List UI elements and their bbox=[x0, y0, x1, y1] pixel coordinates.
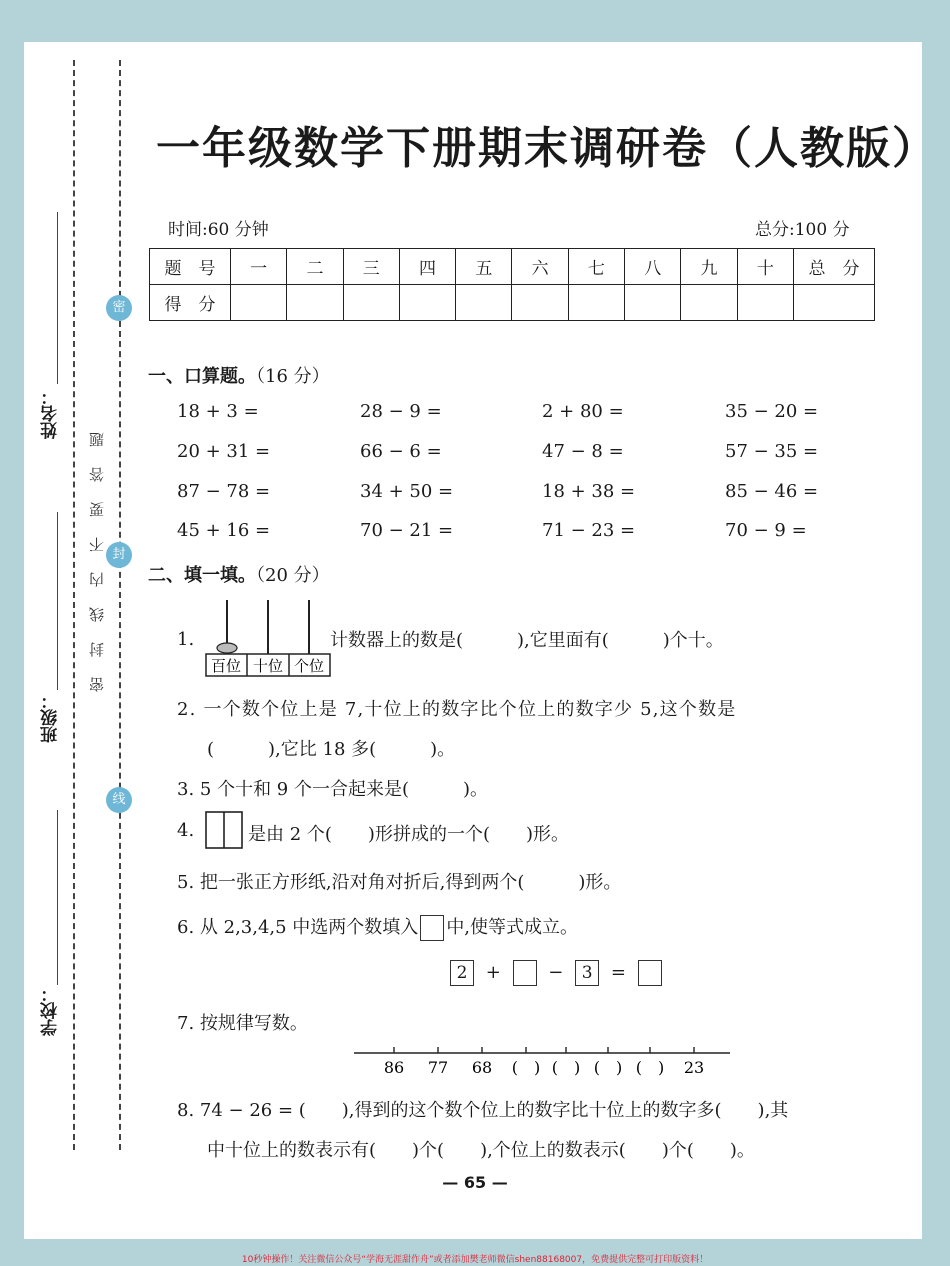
calc-item: 87 − 78 = bbox=[177, 481, 271, 502]
school-label: 学校： bbox=[41, 985, 61, 1036]
score-table-cell: 三 bbox=[343, 249, 399, 285]
score-blank-cell[interactable] bbox=[681, 285, 737, 321]
q4-number: 4. bbox=[177, 820, 195, 841]
q5-text: 5. 把一张正方形纸,沿对角对折后,得到两个( )形。 bbox=[177, 872, 622, 893]
abacus-figure bbox=[205, 596, 333, 678]
calc-item: 66 − 6 = bbox=[360, 441, 442, 462]
score-blank-cell[interactable] bbox=[568, 285, 624, 321]
score-table-cell: 八 bbox=[625, 249, 681, 285]
calc-item: 85 − 46 = bbox=[725, 481, 819, 502]
number-line-label: 68 bbox=[471, 1058, 493, 1077]
score-table-cell: 十 bbox=[737, 249, 793, 285]
score-table-cell: 四 bbox=[399, 249, 455, 285]
calc-item: 20 + 31 = bbox=[177, 441, 271, 462]
score-blank-cell[interactable] bbox=[794, 285, 875, 321]
calc-item: 28 − 9 = bbox=[360, 401, 442, 422]
score-table-cell: 一 bbox=[231, 249, 287, 285]
q6-suffix: 中,使等式成立。 bbox=[446, 917, 579, 938]
number-line-label: 77 bbox=[427, 1058, 449, 1077]
score-table-header-row bbox=[150, 249, 875, 285]
q8-line1: 8. 74 − 26 = ( ),得到的这个数个位上的数字比十位上的数字多( ),其 bbox=[177, 1100, 789, 1121]
score-table-cell: 得 分 bbox=[150, 285, 231, 321]
seal-warning-text: 密封线内不要答题 bbox=[88, 412, 106, 692]
score-table-cell: 二 bbox=[287, 249, 343, 285]
calc-item: 70 − 9 = bbox=[725, 520, 807, 541]
score-table-cell: 题 号 bbox=[150, 249, 231, 285]
section-1-heading bbox=[148, 362, 330, 388]
number-line-blank: ( ) bbox=[593, 1058, 623, 1077]
eq-plus: + bbox=[485, 962, 501, 983]
eq-equals: = bbox=[610, 962, 626, 983]
calc-item: 2 + 80 = bbox=[542, 401, 624, 422]
q2-line2: ( ),它比 18 多( )。 bbox=[207, 739, 456, 760]
eq-answer-box[interactable] bbox=[513, 960, 537, 986]
score-blank-cell[interactable] bbox=[456, 285, 512, 321]
score-table-cell: 五 bbox=[456, 249, 512, 285]
number-line-label: 86 bbox=[383, 1058, 405, 1077]
score-table bbox=[149, 248, 875, 321]
calc-item: 47 − 8 = bbox=[542, 441, 624, 462]
binding-dashed-line-outer bbox=[73, 60, 75, 1150]
section-2-title: 二、填一填。 bbox=[148, 565, 256, 586]
eq-box-given: 3 bbox=[575, 960, 599, 986]
school-blank-line bbox=[57, 810, 58, 985]
section-2-heading bbox=[148, 561, 330, 587]
q6-box-legend bbox=[420, 915, 444, 941]
calc-item: 18 + 38 = bbox=[542, 481, 636, 502]
total-score: 总分:100 分 bbox=[755, 220, 850, 240]
class-label: 班级： bbox=[41, 692, 61, 743]
q6-prefix: 6. 从 2,3,4,5 中选两个数填入 bbox=[177, 917, 419, 938]
score-blank-cell[interactable] bbox=[287, 285, 343, 321]
score-table-score-row bbox=[150, 285, 875, 321]
score-table-cell: 九 bbox=[681, 249, 737, 285]
q8-line2: 中十位上的数表示有( )个( ),个位上的数表示( )个( )。 bbox=[207, 1140, 755, 1161]
score-table-cell: 总 分 bbox=[794, 249, 875, 285]
abacus-bead bbox=[217, 643, 237, 653]
name-blank-line bbox=[57, 212, 58, 384]
seal-circle-xian: 线 bbox=[106, 787, 132, 813]
calc-item: 45 + 16 = bbox=[177, 520, 271, 541]
q7-text: 7. 按规律写数。 bbox=[177, 1013, 308, 1034]
q2-line1: 2. 一个数个位上是 7,十位上的数字比个位上的数字少 5,这个数是 bbox=[177, 699, 737, 720]
eq-answer-box[interactable] bbox=[638, 960, 662, 986]
score-blank-cell[interactable] bbox=[512, 285, 568, 321]
score-blank-cell[interactable] bbox=[343, 285, 399, 321]
page-title: 一年级数学下册期末调研卷（人教版） bbox=[156, 123, 938, 174]
seal-circle-mi: 密 bbox=[106, 295, 132, 321]
footer-note: 10秒钟操作！关注微信公众号“学海无涯甜作舟”或者添加樊老师微信shen88168007，免费提供完整可打印版资料！ bbox=[241, 1255, 709, 1265]
time-limit: 时间:60 分钟 bbox=[168, 220, 269, 240]
calc-item: 18 + 3 = bbox=[177, 401, 259, 422]
q1-text: 计数器上的数是( ),它里面有( )个十。 bbox=[330, 630, 724, 651]
calc-item: 71 − 23 = bbox=[542, 520, 636, 541]
rectangle-figure bbox=[205, 811, 243, 849]
number-line-blank: ( ) bbox=[635, 1058, 665, 1077]
abacus-label-ones: 个位 bbox=[293, 657, 325, 675]
score-blank-cell[interactable] bbox=[737, 285, 793, 321]
q1-number: 1. bbox=[177, 629, 195, 650]
q6-equation bbox=[448, 960, 664, 986]
score-blank-cell[interactable] bbox=[625, 285, 681, 321]
seal-circle-feng: 封 bbox=[106, 542, 132, 568]
calc-item: 34 + 50 = bbox=[360, 481, 454, 502]
eq-minus: − bbox=[548, 962, 564, 983]
number-line-label: 23 bbox=[683, 1058, 705, 1077]
number-line bbox=[352, 1043, 734, 1079]
class-blank-line bbox=[57, 512, 58, 690]
calc-item: 70 − 21 = bbox=[360, 520, 454, 541]
score-table-cell: 六 bbox=[512, 249, 568, 285]
section-1-title: 一、口算题。 bbox=[148, 366, 256, 387]
number-line-blank: ( ) bbox=[511, 1058, 541, 1077]
eq-box-given: 2 bbox=[450, 960, 474, 986]
score-blank-cell[interactable] bbox=[399, 285, 455, 321]
section-2-points: （20 分） bbox=[256, 565, 330, 586]
score-blank-cell[interactable] bbox=[231, 285, 287, 321]
q3-text: 3. 5 个十和 9 个一合起来是( )。 bbox=[177, 779, 489, 800]
score-table-cell: 七 bbox=[568, 249, 624, 285]
q6-text bbox=[177, 913, 578, 941]
binding-dashed-line-inner bbox=[119, 60, 121, 1150]
name-label: 姓名： bbox=[41, 388, 61, 439]
calc-item: 35 − 20 = bbox=[725, 401, 819, 422]
page-number: — 65 — bbox=[442, 1173, 508, 1192]
abacus-label-hundreds: 百位 bbox=[210, 657, 242, 675]
abacus-label-tens: 十位 bbox=[252, 657, 284, 675]
section-1-points: （16 分） bbox=[256, 366, 330, 387]
number-line-blank: ( ) bbox=[551, 1058, 581, 1077]
q4-text: 是由 2 个( )形拼成的一个( )形。 bbox=[248, 824, 569, 845]
calc-item: 57 − 35 = bbox=[725, 441, 819, 462]
